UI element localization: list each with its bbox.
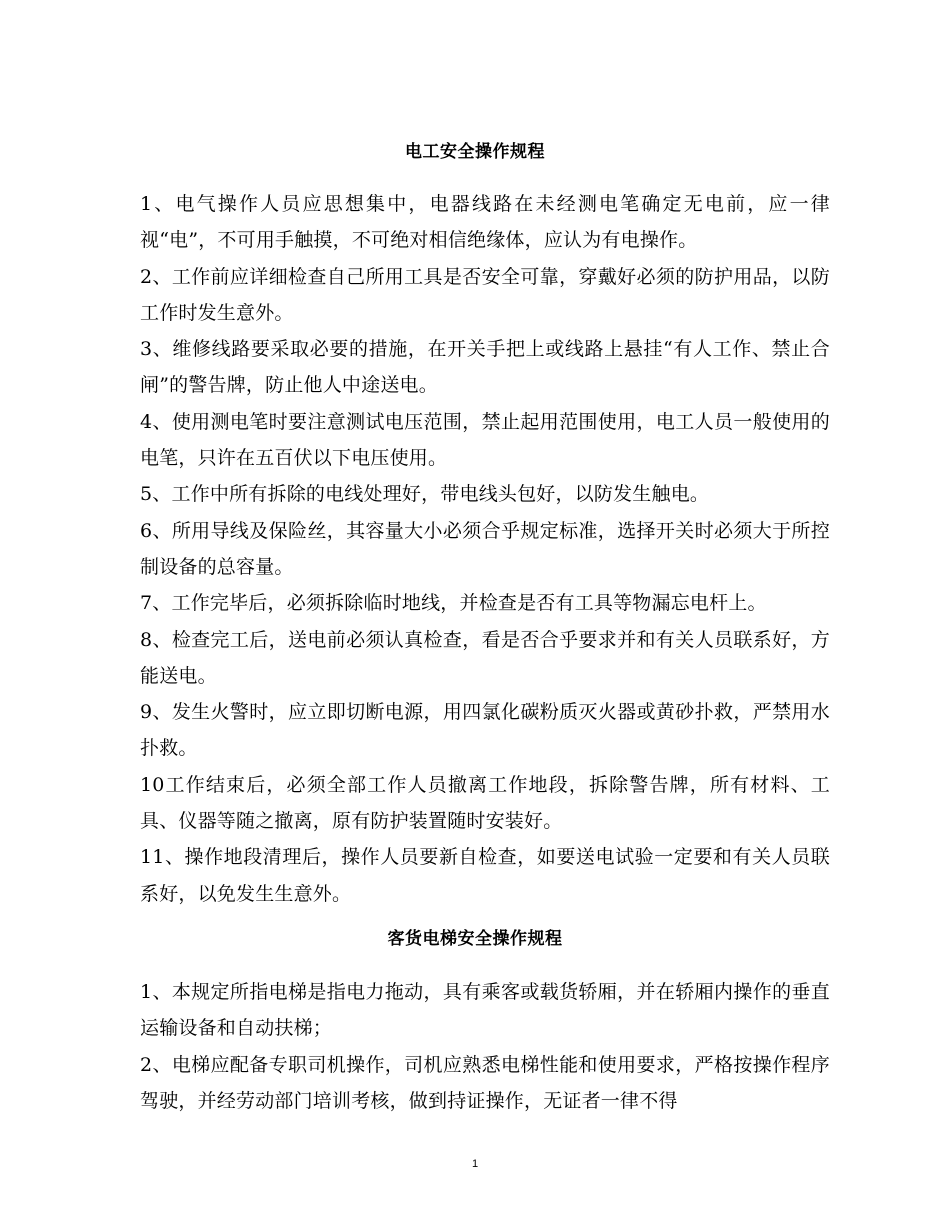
section-body-elevator [140,974,830,1119]
paragraph: 2、电梯应配备专职司机操作，司机应熟悉电梯性能和使用要求，严格按操作程序驾驶，并经劳动部门培训考核，做到持证操作，无证者一律不得 [140,1053,830,1112]
section-body-electrician [140,186,830,912]
paragraph: 1、电气操作人员应思想集中，电器线路在未经测电笔确定无电前，应一律视“电”，不可用手触摸，不可绝对相信绝缘体，应认为有电操作。 [140,193,830,252]
paragraph: 3、维修线路要采取必要的措施，在开关手把上或线路上悬挂“有人工作、禁止合闸”的警告牌，防止他人中途送电。 [140,338,830,397]
paragraph: 7、工作完毕后，必须拆除临时地线，并检查是否有工具等物漏忘电杆上。 [140,592,767,615]
paragraph: 2、工作前应详细检查自己所用工具是否安全可靠，穿戴好必须的防护用品，以防工作时发生意外。 [140,265,830,324]
paragraph: 1、本规定所指电梯是指电力拖动，具有乘客或载货轿厢，并在轿厢内操作的垂直运输设备和自动扶梯； [140,981,830,1040]
paragraph: 11、操作地段清理后，操作人员要新自检查，如要送电试验一定要和有关人员联系好，以免发生生意外。 [140,846,830,905]
paragraph: 6、所用导线及保险丝，其容量大小必须合乎规定标准，选择开关时必须大于所控制设备的总容量。 [140,519,830,578]
section-title-elevator: 客货电梯安全操作规程 [387,929,563,949]
paragraph: 4、使用测电笔时要注意测试电压范围，禁止起用范围使用，电工人员一般使用的电笔，只许在五百伏以下电压使用。 [140,410,830,470]
paragraph: 10工作结束后，必须全部工作人员撤离工作地段，拆除警告牌，所有材料、工具、仪器等随之撤离，原有防护装置随时安装好。 [140,773,830,833]
section-title-electrician: 电工安全操作规程 [405,142,545,162]
page-number: 1 [471,1158,479,1170]
paragraph: 9、发生火警时，应立即切断电源，用四氯化碳粉质灭火器或黄砂扑救，严禁用水扑救。 [140,701,830,760]
paragraph: 8、检查完工后，送电前必须认真检查，看是否合乎要求并和有关人员联系好，方能送电。 [140,628,830,687]
paragraph: 5、工作中所有拆除的电线处理好，带电线头包好，以防发生触电。 [140,483,710,506]
